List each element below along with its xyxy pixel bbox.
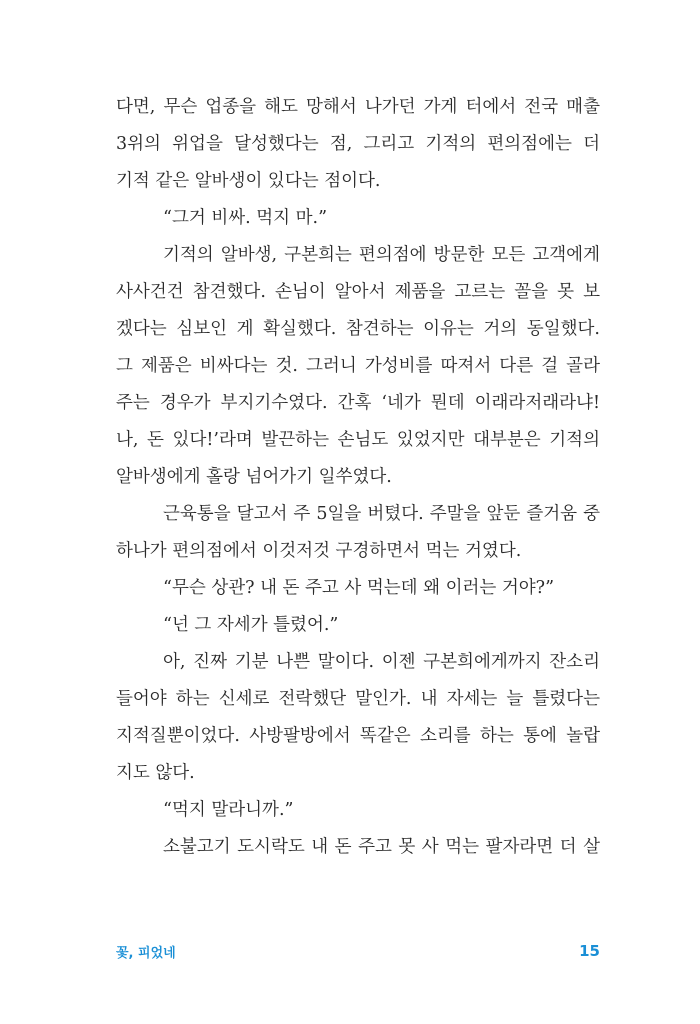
text-line: 들어야 하는 신세로 전락했단 말인가. 내 자세는 늘 틀렸다는	[116, 689, 600, 709]
text-line: 주는 경우가 부지기수였다. 간혹 ‘네가 뭔데 이래라저래라냐!	[116, 393, 600, 413]
text-line: 알바생에게 홀랑 넘어가기 일쑤였다.	[116, 467, 392, 487]
text-line: 아, 진짜 기분 나쁜 말이다. 이젠 구본희에게까지 잔소리	[163, 652, 600, 672]
text-line: 그 제품은 비싸다는 것. 그러니 가성비를 따져서 다른 걸 골라	[116, 356, 600, 376]
text-line: 나, 돈 있다!’라며 발끈하는 손님도 있었지만 대부분은 기적의	[116, 430, 600, 450]
text-line: 근육통을 달고서 주 5일을 버텼다. 주말을 앞둔 즐거움 중	[163, 504, 600, 524]
text-line: 사사건건 참견했다. 손님이 알아서 제품을 고르는 꼴을 못 보	[116, 282, 600, 302]
text-line: 3위의 위업을 달성했다는 점, 그리고 기적의 편의점에는 더	[116, 134, 600, 154]
page-number: 15	[579, 942, 600, 960]
text-line: 지도 않다.	[116, 763, 195, 783]
book-title: 꽃, 피었네	[116, 946, 176, 961]
dialogue-line: “무슨 상관? 내 돈 주고 사 먹는데 왜 이러는 거야?”	[163, 578, 555, 598]
dialogue-line: “넌 그 자세가 틀렸어.”	[163, 615, 339, 635]
text-line: 겠다는 심보인 게 확실했다. 참견하는 이유는 거의 동일했다.	[116, 319, 600, 339]
text-line: 소불고기 도시락도 내 돈 주고 못 사 먹는 팔자라면 더 살	[163, 837, 600, 857]
dialogue-line: “그거 비싸. 먹지 마.”	[163, 208, 328, 228]
text-line: 기적 같은 알바생이 있다는 점이다.	[116, 171, 381, 191]
dialogue-line: “먹지 말라니까.”	[163, 800, 294, 820]
text-line: 하나가 편의점에서 이것저것 구경하면서 먹는 거였다.	[116, 541, 522, 561]
text-line: 기적의 알바생, 구본희는 편의점에 방문한 모든 고객에게	[163, 245, 600, 265]
text-line: 다면, 무슨 업종을 해도 망해서 나가던 가게 터에서 전국 매출	[116, 97, 600, 117]
body-text	[116, 89, 600, 866]
page-footer	[116, 942, 600, 964]
text-line: 지적질뿐이었다. 사방팔방에서 똑같은 소리를 하는 통에 놀랍	[116, 726, 600, 746]
